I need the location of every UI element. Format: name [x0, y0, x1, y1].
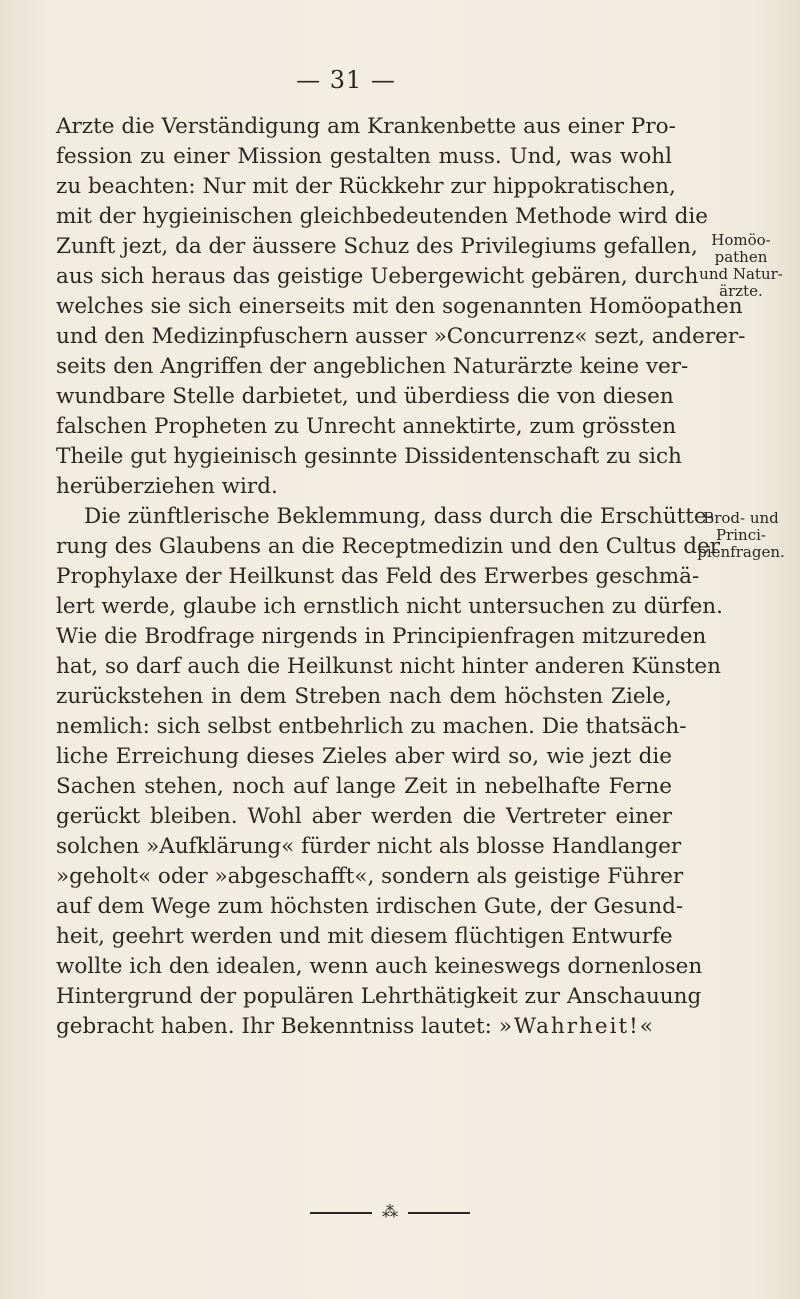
- text-line: solchen »Aufklärung« fürder nicht als blosse Handlanger: [56, 834, 682, 859]
- text-line: fession zu einer Mission gestalten muss. Und, was wohl: [56, 144, 672, 169]
- text-line: auf dem Wege zum höchsten irdischen Gute, der Gesund-: [56, 894, 684, 919]
- text-line: Sachen stehen, noch auf lange Zeit in nebelhafte Ferne: [56, 774, 672, 799]
- text-line: welches sie sich einerseits mit den sogenannten Homöopathen: [56, 294, 743, 319]
- text-line: »geholt« oder »abgeschafft«, sondern als geistige Führer: [56, 864, 684, 889]
- ornament-knot-icon: ⁂: [382, 1202, 398, 1221]
- text-line: hat, so darf auch die Heilkunst nicht hinter anderen Künsten: [56, 654, 721, 679]
- text-line: Zunft jezt, da der äussere Schuz des Privilegiums gefallen,: [56, 234, 698, 259]
- margin-note-line: und Natur-: [699, 265, 783, 283]
- text-line: rung des Glaubens an die Receptmedizin und den Cultus der: [56, 534, 721, 559]
- closing-exclamation: »Wahrheit!«: [498, 1014, 655, 1039]
- text-line: heit, geehrt werden und mit diesem flüchtigen Entwurfe: [56, 924, 673, 949]
- text-line: herüberziehen wird.: [56, 474, 278, 499]
- margin-note-line: Princi-: [716, 526, 766, 544]
- margin-note-line: pathen: [714, 248, 768, 266]
- text-line: wollte ich den idealen, wenn auch keineswegs dornenlosen: [56, 954, 703, 979]
- text-line-final: [56, 1012, 672, 1042]
- margin-note-homoeopathen: [688, 232, 794, 300]
- text-line: und den Medizinpfuschern ausser »Concurrenz« sezt, anderer-: [56, 324, 746, 349]
- text-line: nemlich: sich selbst entbehrlich zu machen. Die thatsäch-: [56, 714, 687, 739]
- text-line: Theile gut hygieinisch gesinnte Dissidentenschaft zu sich: [56, 444, 682, 469]
- page-number: — 31 —: [296, 66, 396, 94]
- text-line: wundbare Stelle darbietet, und überdiess die von diesen: [56, 384, 674, 409]
- text-line: zu beachten: Nur mit der Rückkehr zur hippokratischen,: [56, 174, 676, 199]
- margin-note-line: ärzte.: [719, 282, 763, 300]
- text-line: Prophylaxe der Heilkunst das Feld des Erwerbes geschmä-: [56, 564, 700, 589]
- text-line: gerückt bleiben. Wohl aber werden die Vertreter einer: [56, 804, 672, 829]
- text-line: Arzte die Verständigung am Krankenbette aus einer Pro-: [56, 114, 676, 139]
- text-line: seits den Angriffen der angeblichen Naturärzte keine ver-: [56, 354, 689, 379]
- text-line: aus sich heraus das geistige Uebergewicht gebären, durch: [56, 264, 699, 289]
- ornament-rule-right: [408, 1212, 470, 1214]
- text-line: zurückstehen in dem Streben nach dem höchsten Ziele,: [56, 684, 672, 709]
- ornament-rule-left: [310, 1212, 372, 1214]
- text-line: Die zünftlerische Beklemmung, dass durch die Erschütte-: [84, 504, 714, 529]
- margin-note-brodfrage: [688, 510, 794, 561]
- margin-note-line: Homöo-: [711, 231, 771, 249]
- text-line: liche Erreichung dieses Zieles aber wird so, wie jezt die: [56, 744, 672, 769]
- text-line: Wie die Brodfrage nirgends in Principienfragen mitzureden: [56, 624, 707, 649]
- closing-ornament: [300, 1202, 480, 1221]
- text-line: lert werde, glaube ich ernstlich nicht untersuchen zu dürfen.: [56, 594, 723, 619]
- text-line: falschen Propheten zu Unrecht annektirte, zum grössten: [56, 414, 677, 439]
- margin-note-line: pienfragen.: [697, 543, 785, 561]
- final-line-text: gebracht haben. Ihr Bekenntniss lautet:: [56, 1014, 499, 1039]
- text-line: mit der hygieinischen gleichbedeutenden Methode wird die: [56, 204, 708, 229]
- text-line: Hintergrund der populären Lehrthätigkeit zur Anschauung: [56, 984, 702, 1009]
- margin-note-line: Brod- und: [703, 509, 779, 527]
